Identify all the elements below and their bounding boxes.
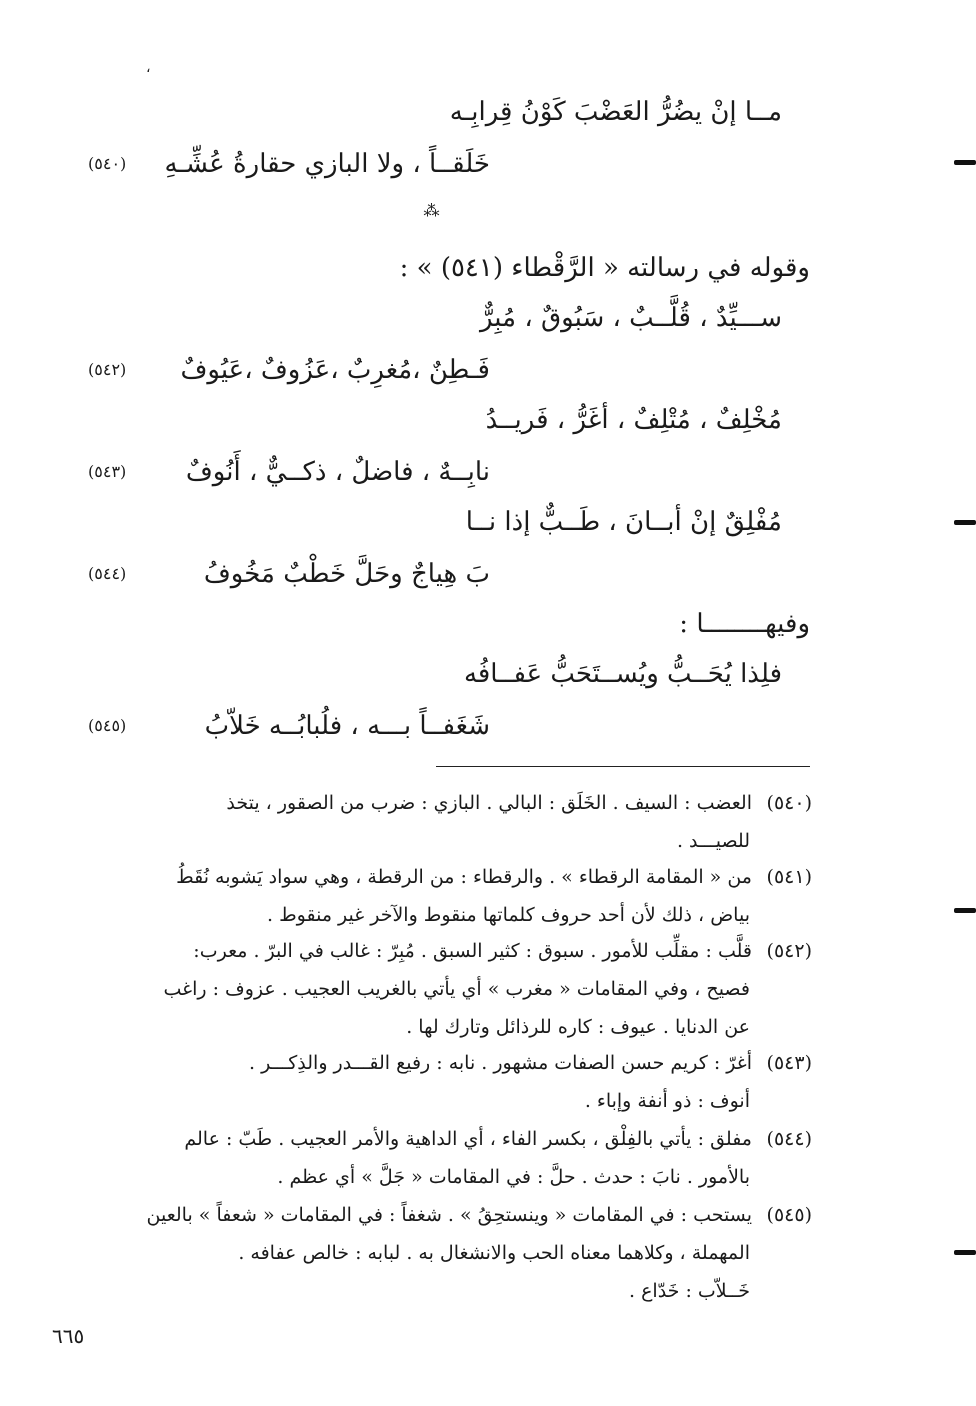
footnote [60,932,812,1046]
footnote-ref: (٥٤٥) [88,716,127,735]
footnote-number: (٥٤٥) [766,1204,812,1226]
footnote [60,1120,812,1196]
footnote-number: (٥٤٢) [766,940,812,962]
footnote [60,784,812,860]
verse-line: نابِــهٌ ، فاضلٌ ، ذكــيٌّ ، أَنُوفٌ [185,457,490,487]
footnote-text: من « المقامة الرقطاء » . والرقطاء : من الرقطة ، وهي سواد يَشوبه نُقَطُ [176,866,752,888]
scan-edge-mark [954,160,976,165]
footnote [60,858,812,934]
footnote-text: فصيح ، وفي المقامات « مغرب » أي يأتي بالغريب العجيب . عزوف : راغب [163,978,750,1000]
intro-line: وقوله في رسالته « الرَّقْطاء (٥٤١) » : [399,253,810,283]
verse-line: مــا إنْ يضُرُّ العَضْبَ كَوْنُ قِرابِـه [449,97,782,127]
scan-edge-mark [954,1250,976,1255]
verse-line: خَلَقــاً ، ولا البازي حقارةُ عُشِّـهِ [164,149,490,179]
verse-line: مُخْلِفٌ ، مُتْلِفٌ ، أغَرُّ ، فَريــدُ [485,405,782,435]
footnote-text: بالأمور . نابَ : حدث . حلَّ : في المقامات « جَلَّ » أي عظم . [277,1166,750,1188]
footnote-number: (٥٤٤) [766,1128,812,1150]
footnote-number: (٥٤٠) [766,792,812,814]
scan-edge-mark [954,520,976,525]
footnote-ref: (٥٤٤) [88,564,127,583]
footnote-text: قلَّب : مقلِّب للأمور . سبوق : كثير السبق . مُبِرّ : غالب في البرّ . معرب: [193,940,752,962]
stray-mark: ، [146,60,151,76]
footnote-number: (٥٤١) [766,866,812,888]
footnote-text: خَــلاّب : خَدّاع . [629,1280,750,1302]
footnote-text: للصيـــد . [676,830,750,852]
footnote [60,1196,812,1310]
footnote-ref: (٥٤٢) [88,360,127,379]
footnote-text: يستحب : في المقامات « وينستحِقُ » . شغفاً : في المقامات « شعفاً » بالعين [146,1204,752,1226]
page-number: ٦٦٥ [52,1324,85,1348]
footnote-text: المهملة ، وكلاهما معناه الحب والانشغال به . لبابه : خالص عفافه . [238,1242,750,1264]
footnote-text: العضب : السيف . الخَلَق : البالي . البازي : ضرب من الصقور ، يتخذ [226,792,752,814]
verse-line: بَ هِياجٌ وحَلَّ خَطْبٌ مَخُوفُ [203,559,490,589]
footnote-text: عن الدنايا . عيوف : كاره للرذائل وتارك لها . [406,1016,750,1038]
footnote-number: (٥٤٣) [766,1052,812,1074]
footnote-ref: (٥٤٠) [88,154,127,173]
scan-edge-mark [954,908,976,913]
verse-line: فَـطِنٌ ،مُغرِبٌ ،عَزُوفٌ ،عَيُوفٌ [180,355,490,385]
separator-stars [418,203,446,219]
intro-line: وفيهــــــــا : [679,609,810,639]
footnote-text: بياض ، ذلك لأن أحد حروف كلماتها منقوط والآخر غير منقوط . [267,904,750,926]
stars-glyph: ⁂ [423,201,441,220]
footnote-divider [436,766,810,767]
verse-line: فلِذا يُحَــبُّ ويُســتَحَبُّ عَفــافُه [463,659,782,689]
verse-line: شَغَفــاً بـــه ، فلُبابُــه خَلاّبُ [204,711,490,741]
footnote [60,1044,812,1120]
footnote-text: أنوف : ذو أنفة وإباء . [584,1090,750,1112]
footnote-text: مفلق : يأتي بالفِلْق ، بكسر الفاء ، أي الداهية والأمر العجيب . طَبّ : عالم [184,1128,752,1150]
footnote-text: أغرّ : كريم حسن الصفات مشهور . نابه : رفيع القـــدر والذِكـــر . [248,1052,752,1074]
verse-line: ســـيِّدٌ ، قُلَّــبٌ ، سَبُوقٌ ، مُبِرٌّ [479,303,782,333]
verse-line: مُفْلِقٌ إنْ أبــانَ ، طَــبٌّ إذا نــا [465,507,782,537]
footnote-ref: (٥٤٣) [88,462,127,481]
